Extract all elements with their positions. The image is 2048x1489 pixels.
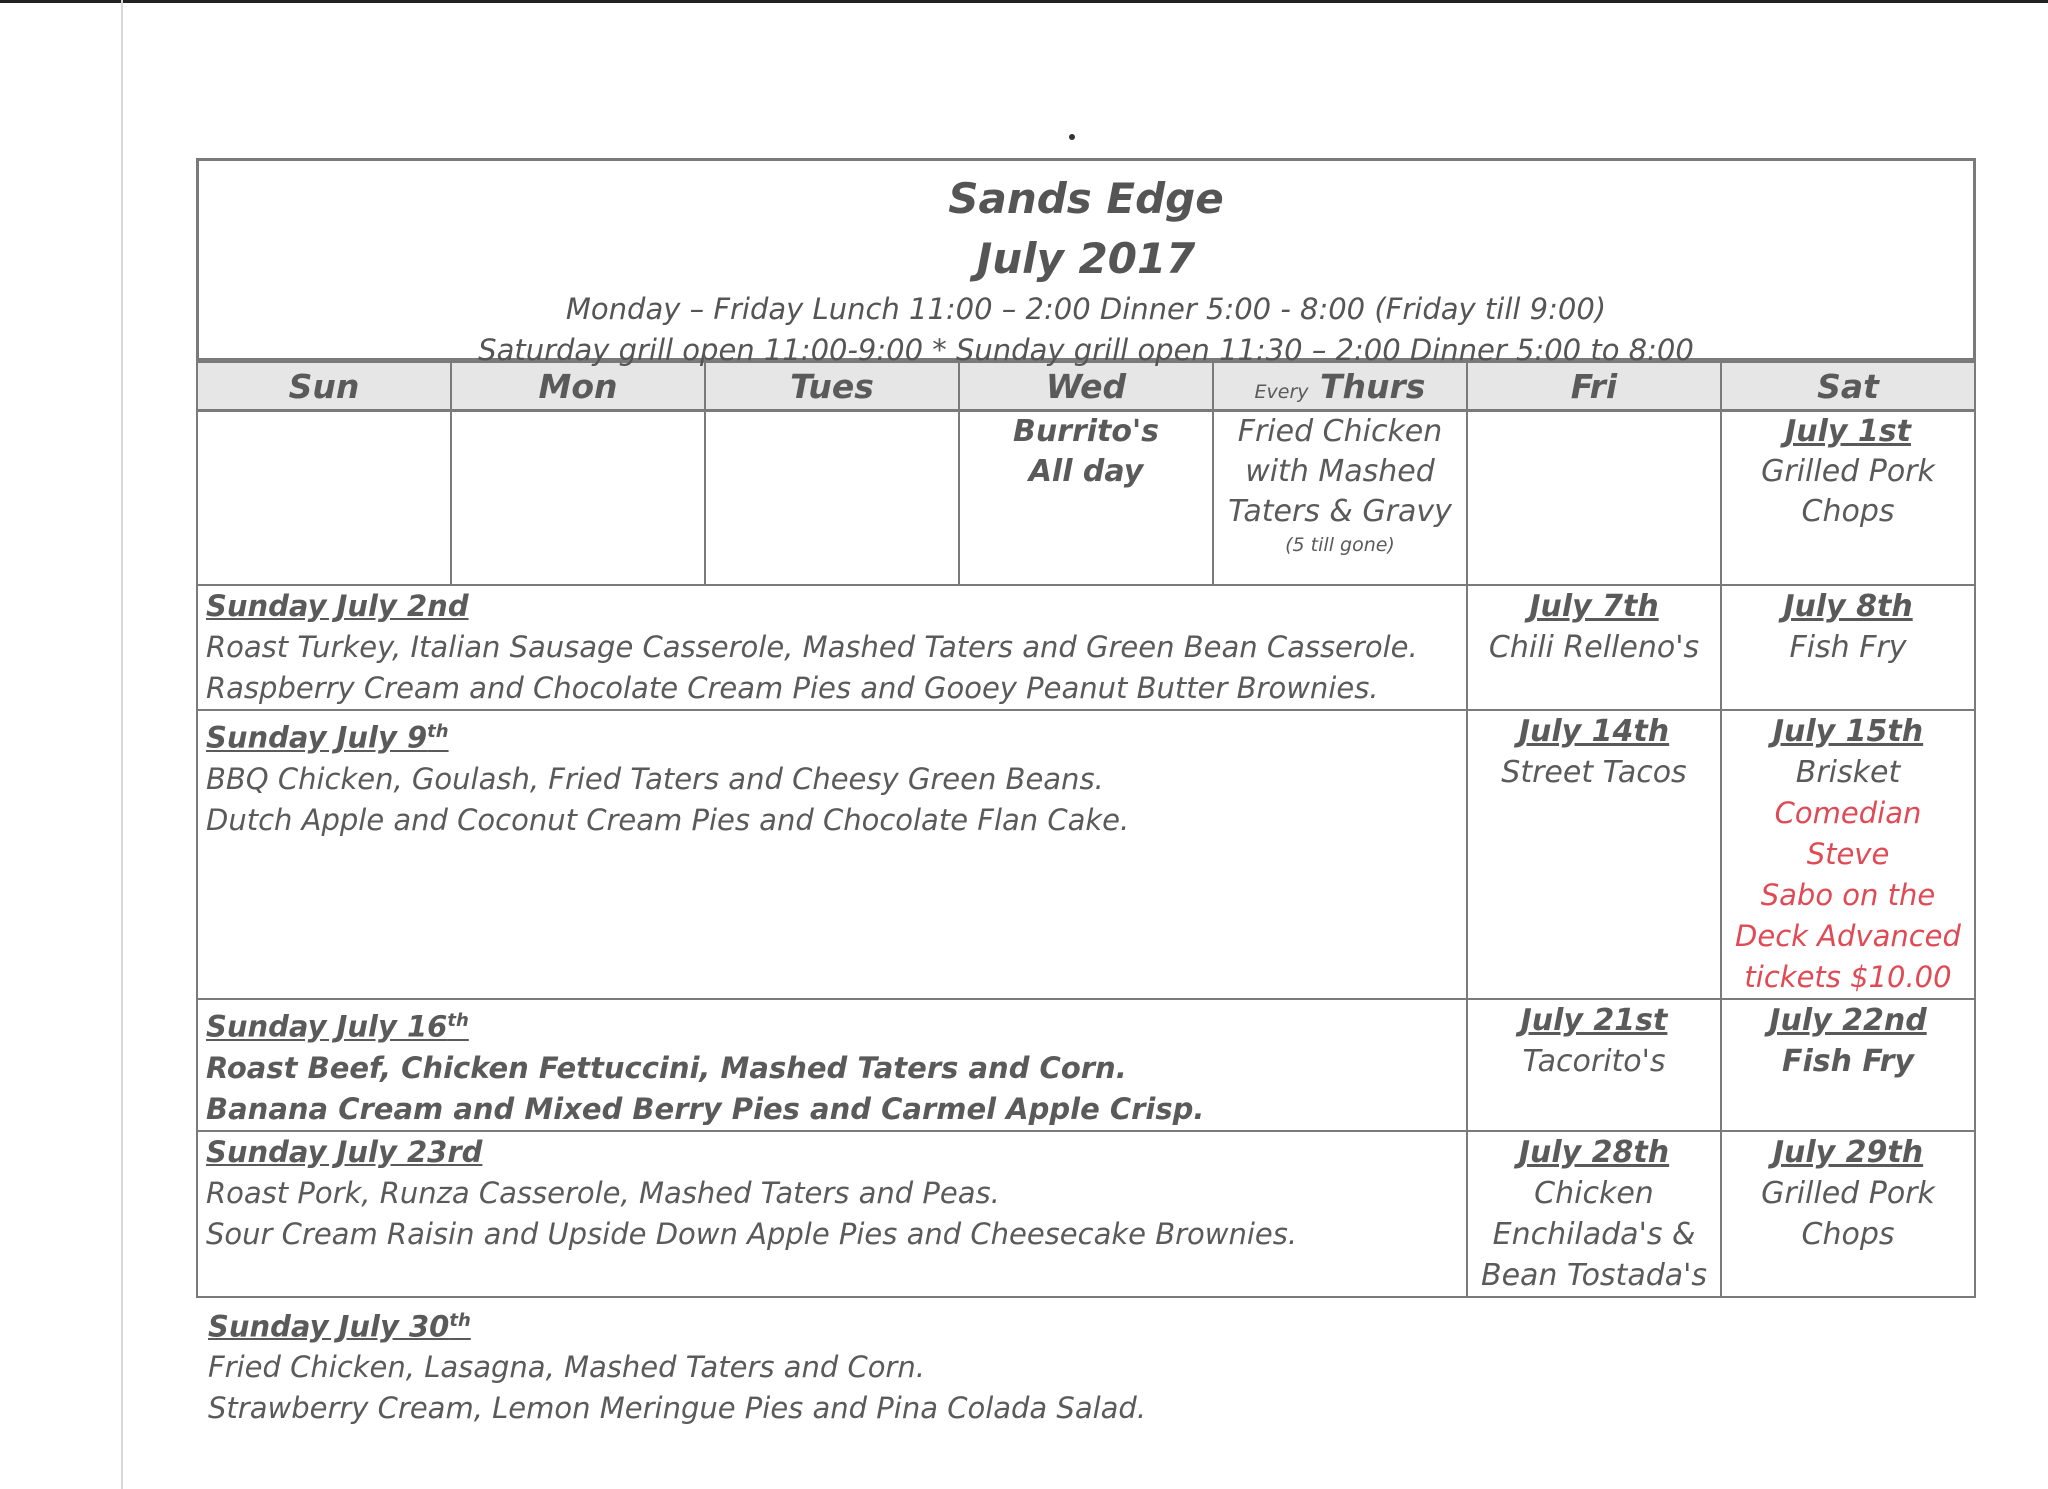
sunday-date-text: Sunday July 30	[208, 1309, 450, 1344]
scan-speck	[1069, 134, 1075, 140]
day-item: Fish Fry	[1782, 1044, 1914, 1079]
day-item: Fish Fry	[1789, 630, 1907, 665]
saturday-cell	[1721, 411, 1975, 586]
wednesday-special	[959, 411, 1213, 586]
calendar-header	[196, 158, 1976, 367]
day-date: July 7th	[1529, 589, 1659, 624]
day-cell-empty	[451, 411, 705, 586]
wed-special-line: Burrito's	[1012, 414, 1160, 449]
wed-special-line: All day	[1028, 454, 1144, 489]
sunday-date-text: Sunday July 16	[206, 1009, 448, 1044]
ordinal-suffix: th	[447, 1010, 469, 1031]
saturday-cell	[1721, 585, 1975, 710]
saturday-cell	[1721, 1131, 1975, 1297]
thurs-special-note: (5 till gone)	[1285, 534, 1395, 556]
event-announcement-line: tickets $10.00	[1744, 960, 1952, 994]
event-announcement-line: Sabo on the	[1760, 878, 1936, 912]
sunday-menu-line: BBQ Chicken, Goulash, Fried Taters and Cheesy Green Beans.	[206, 761, 1104, 796]
scan-edge-left	[121, 0, 123, 1489]
friday-cell	[1467, 1131, 1721, 1297]
sunday-menu-line: Raspberry Cream and Chocolate Cream Pies and Gooey Peanut Butter Brownies.	[206, 671, 1379, 705]
thurs-label: Thurs	[1320, 366, 1426, 406]
day-header-mon: Mon	[451, 361, 705, 411]
thurs-special-line: with Mashed	[1245, 454, 1435, 489]
weekend-hours: Saturday grill open 11:00-9:00 * Sunday grill open 11:30 – 2:00 Dinner 5:00 to 8:00	[478, 333, 1694, 367]
thurs-special-line: Fried Chicken	[1237, 414, 1443, 449]
day-item: Street Tacos	[1501, 755, 1687, 790]
day-date: July 28th	[1518, 1134, 1670, 1170]
week-row-5	[197, 1131, 1975, 1297]
day-item: Chili Relleno's	[1488, 630, 1700, 665]
sunday-date: Sunday July 2nd	[206, 589, 469, 623]
day-date: July 14th	[1518, 714, 1670, 749]
day-date: July 1st	[1785, 414, 1911, 449]
weekday-header-row	[197, 361, 1975, 411]
sunday-menu-line: Dutch Apple and Coconut Cream Pies and Chocolate Flan Cake.	[206, 802, 1130, 837]
event-announcement-line: Deck Advanced	[1735, 919, 1961, 953]
day-item: Chops	[1801, 494, 1895, 529]
sunday-menu-line: Roast Turkey, Italian Sausage Casserole, Mashed Taters and Green Bean Casserole.	[206, 630, 1418, 664]
event-announcement-line: Comedian Steve	[1774, 796, 1922, 871]
sunday-menu-line: Banana Cream and Mixed Berry Pies and Carmel Apple Crisp.	[206, 1091, 1205, 1126]
day-header-fri: Fri	[1467, 361, 1721, 411]
week-row-1	[197, 411, 1975, 586]
thurs-special-line: Taters & Gravy	[1228, 494, 1452, 529]
week-row-2	[197, 585, 1975, 710]
restaurant-name: Sands Edge	[948, 174, 1224, 223]
sunday-date: Sunday July 23rd	[206, 1134, 483, 1169]
friday-cell	[1467, 999, 1721, 1131]
thursday-special	[1213, 411, 1467, 586]
saturday-cell	[1721, 999, 1975, 1131]
day-header-sat: Sat	[1721, 361, 1975, 411]
day-cell-empty	[705, 411, 959, 586]
sunday-menu-line: Roast Beef, Chicken Fettuccini, Mashed Taters and Corn.	[206, 1050, 1127, 1085]
day-date: July 8th	[1783, 589, 1913, 624]
day-cell-empty	[197, 411, 451, 586]
day-date: July 15th	[1772, 714, 1924, 749]
day-item: Enchilada's &	[1492, 1216, 1696, 1252]
day-date: July 22nd	[1769, 1003, 1927, 1038]
day-header-tues: Tues	[705, 361, 959, 411]
week-row-3	[197, 710, 1975, 999]
day-item: Chicken	[1534, 1175, 1654, 1211]
day-item: Bean Tostada's	[1480, 1257, 1708, 1293]
week-row-4	[197, 999, 1975, 1131]
friday-cell	[1467, 585, 1721, 710]
friday-cell	[1467, 710, 1721, 999]
day-date: July 21st	[1520, 1003, 1668, 1038]
day-item: Grilled Pork	[1761, 1175, 1935, 1211]
day-item: Brisket	[1795, 755, 1901, 790]
saturday-cell	[1721, 710, 1975, 999]
sunday-menu-line: Strawberry Cream, Lemon Meringue Pies and Pina Colada Salad.	[208, 1391, 1147, 1426]
sunday-date-text: Sunday July 9	[206, 720, 428, 755]
sunday-menu-line: Roast Pork, Runza Casserole, Mashed Taters and Peas.	[206, 1175, 1000, 1210]
sunday-date	[206, 711, 1458, 759]
every-label: Every	[1254, 380, 1309, 403]
sunday-menu-line: Sour Cream Raisin and Upside Down Apple Pies and Cheesecake Brownies.	[206, 1216, 1298, 1251]
sunday-menu	[197, 999, 1467, 1131]
sunday-date	[206, 1000, 1458, 1048]
ordinal-suffix: th	[427, 721, 449, 742]
sunday-menu-line: Fried Chicken, Lasagna, Mashed Taters and Corn.	[208, 1350, 925, 1385]
day-cell-empty	[1467, 411, 1721, 586]
sunday-menu	[197, 585, 1467, 710]
sunday-menu	[197, 710, 1467, 999]
last-sunday-menu	[196, 1298, 1976, 1430]
sunday-menu	[197, 1131, 1467, 1297]
scan-edge-top	[0, 0, 2048, 3]
menu-calendar	[196, 158, 1976, 1429]
weekday-hours: Monday – Friday Lunch 11:00 – 2:00 Dinner 5:00 - 8:00 (Friday till 9:00)	[565, 292, 1607, 326]
day-header-wed: Wed	[959, 361, 1213, 411]
day-date: July 29th	[1772, 1134, 1924, 1170]
calendar-month: July 2017	[976, 234, 1196, 283]
day-item: Grilled Pork	[1761, 454, 1935, 489]
day-item: Tacorito's	[1522, 1044, 1666, 1079]
day-header-sun: Sun	[197, 361, 451, 411]
ordinal-suffix: th	[449, 1309, 471, 1331]
calendar-grid	[196, 358, 1976, 1298]
sunday-date	[208, 1300, 1976, 1348]
day-item: Chops	[1801, 1216, 1895, 1252]
